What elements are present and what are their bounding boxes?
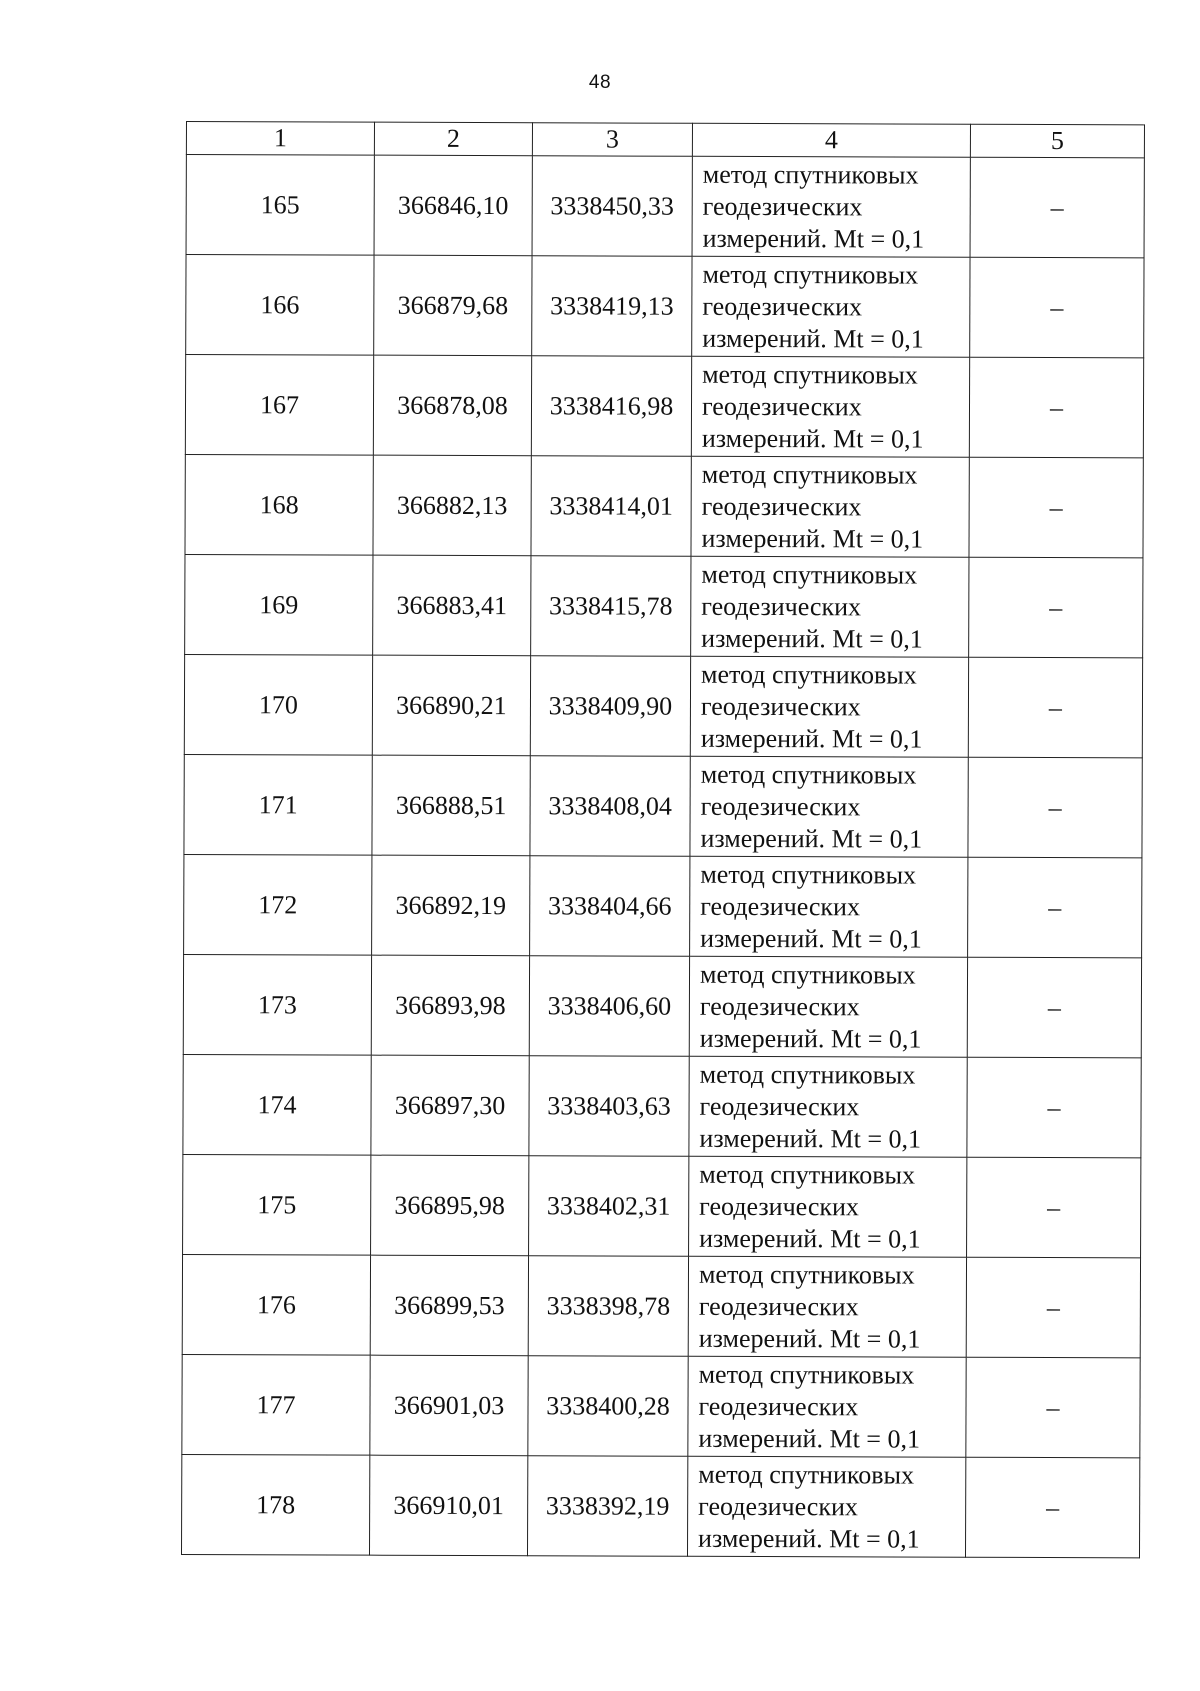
y-coordinate-cell: 3338400,28 bbox=[528, 1356, 688, 1457]
table-row bbox=[186, 155, 1144, 258]
method-text-line: метод спутниковых bbox=[701, 659, 917, 690]
x-coordinate-cell: 366897,30 bbox=[371, 1055, 529, 1156]
method-cell bbox=[690, 856, 968, 957]
method-text-line: геодезических bbox=[698, 1291, 859, 1321]
header-cell-2: 2 bbox=[374, 122, 532, 156]
note-cell: – bbox=[969, 457, 1143, 558]
method-cell bbox=[690, 756, 968, 857]
note-cell: – bbox=[969, 357, 1143, 458]
y-coordinate-cell: 3338408,04 bbox=[530, 756, 690, 857]
method-cell bbox=[691, 356, 969, 457]
note-cell: – bbox=[968, 757, 1142, 858]
header-cell-5: 5 bbox=[970, 124, 1144, 158]
method-text-line: метод спутниковых bbox=[701, 559, 918, 590]
method-text-line: измерений. Mt = 0,1 bbox=[700, 923, 922, 954]
method-text-line: метод спутниковых bbox=[698, 1459, 915, 1490]
method-text-line: метод спутниковых bbox=[702, 259, 919, 290]
point-number-cell: 175 bbox=[183, 1154, 371, 1255]
point-number-cell: 167 bbox=[185, 355, 373, 456]
method-text-line: измерений. Mt = 0,1 bbox=[699, 1123, 922, 1154]
method-cell bbox=[690, 656, 968, 757]
table-row bbox=[183, 1054, 1141, 1157]
x-coordinate-cell: 366899,53 bbox=[370, 1255, 528, 1356]
point-number-cell: 165 bbox=[186, 155, 374, 256]
method-cell bbox=[688, 1356, 966, 1457]
x-coordinate-cell: 366888,51 bbox=[372, 755, 530, 856]
method-text-line: измерений. Mt = 0,1 bbox=[698, 1323, 921, 1354]
method-cell bbox=[692, 156, 970, 257]
y-coordinate-cell: 3338416,98 bbox=[531, 356, 691, 457]
y-coordinate-cell: 3338450,33 bbox=[532, 156, 692, 257]
method-text-line: метод спутниковых bbox=[699, 1159, 916, 1190]
note-cell: – bbox=[968, 657, 1142, 758]
point-number-cell: 168 bbox=[185, 454, 373, 555]
x-coordinate-cell: 366893,98 bbox=[371, 955, 529, 1056]
method-text-line: метод спутниковых bbox=[701, 459, 918, 490]
point-number-cell: 178 bbox=[181, 1454, 369, 1555]
method-text-line: геодезических bbox=[700, 691, 861, 721]
method-cell bbox=[688, 1256, 966, 1357]
method-text-line: измерений. Mt = 0,1 bbox=[699, 1223, 921, 1254]
note-cell: – bbox=[967, 1157, 1141, 1258]
method-text-line: геодезических bbox=[701, 591, 862, 621]
method-text-line: метод спутниковых bbox=[702, 159, 919, 190]
method-cell bbox=[687, 1456, 965, 1557]
table-row bbox=[185, 355, 1143, 458]
y-coordinate-cell: 3338419,13 bbox=[532, 256, 692, 357]
method-text-line: измерений. Mt = 0,1 bbox=[702, 323, 924, 354]
table-row bbox=[186, 255, 1144, 358]
method-text-line: метод спутниковых bbox=[699, 959, 916, 990]
point-number-cell: 170 bbox=[184, 654, 372, 755]
y-coordinate-cell: 3338414,01 bbox=[531, 456, 691, 557]
method-text-line: метод спутниковых bbox=[698, 1359, 915, 1390]
header-cell-3: 3 bbox=[532, 123, 692, 157]
method-text-line: геодезических bbox=[701, 391, 862, 421]
note-cell: – bbox=[970, 157, 1144, 258]
table-row bbox=[184, 654, 1142, 757]
point-number-cell: 171 bbox=[184, 754, 372, 855]
y-coordinate-cell: 3338403,63 bbox=[529, 1056, 689, 1157]
note-cell: – bbox=[968, 857, 1142, 958]
point-number-cell: 176 bbox=[182, 1254, 370, 1355]
method-text-line: геодезических bbox=[702, 191, 863, 221]
method-text-line: геодезических bbox=[698, 1391, 859, 1421]
coordinates-table bbox=[181, 121, 1145, 1558]
point-number-cell: 169 bbox=[185, 554, 373, 655]
method-text-line: измерений. Mt = 0,1 bbox=[702, 223, 925, 254]
method-text-line: метод спутниковых bbox=[700, 859, 917, 890]
method-cell bbox=[689, 1156, 967, 1257]
y-coordinate-cell: 3338404,66 bbox=[530, 856, 690, 957]
note-cell: – bbox=[967, 1057, 1141, 1158]
table-row bbox=[181, 1454, 1139, 1557]
point-number-cell: 172 bbox=[184, 854, 372, 955]
header-cell-1: 1 bbox=[186, 122, 374, 156]
x-coordinate-cell: 366890,21 bbox=[372, 655, 530, 756]
method-text-line: измерений. Mt = 0,1 bbox=[698, 1523, 920, 1554]
note-cell: – bbox=[970, 257, 1144, 358]
x-coordinate-cell: 366878,08 bbox=[373, 355, 531, 456]
method-cell bbox=[689, 956, 967, 1057]
point-number-cell: 166 bbox=[186, 255, 374, 356]
method-text-line: геодезических bbox=[700, 791, 861, 821]
x-coordinate-cell: 366901,03 bbox=[370, 1355, 528, 1456]
note-cell: – bbox=[966, 1257, 1140, 1358]
method-cell bbox=[692, 256, 970, 357]
note-cell: – bbox=[969, 557, 1143, 658]
header-row bbox=[186, 122, 1144, 158]
point-number-cell: 174 bbox=[183, 1054, 371, 1155]
method-text-line: измерений. Mt = 0,1 bbox=[701, 623, 923, 654]
method-text-line: измерений. Mt = 0,1 bbox=[701, 423, 924, 454]
method-text-line: метод спутниковых bbox=[702, 359, 918, 390]
method-text-line: геодезических bbox=[699, 1191, 860, 1221]
x-coordinate-cell: 366882,13 bbox=[373, 455, 531, 556]
method-text-line: метод спутниковых bbox=[698, 1259, 915, 1290]
point-number-cell: 173 bbox=[183, 954, 371, 1055]
y-coordinate-cell: 3338402,31 bbox=[529, 1156, 689, 1257]
method-cell bbox=[691, 556, 969, 657]
point-number-cell: 177 bbox=[182, 1354, 370, 1455]
x-coordinate-cell: 366846,10 bbox=[374, 155, 532, 256]
table-row bbox=[185, 454, 1143, 557]
method-text-line: геодезических bbox=[698, 1491, 858, 1521]
y-coordinate-cell: 3338415,78 bbox=[531, 556, 691, 657]
table-row bbox=[185, 554, 1143, 657]
table-row bbox=[182, 1354, 1140, 1457]
note-cell: – bbox=[965, 1457, 1139, 1558]
header-cell-4: 4 bbox=[692, 123, 970, 157]
method-text-line: измерений. Mt = 0,1 bbox=[700, 823, 923, 854]
table-row bbox=[183, 954, 1141, 1057]
method-text-line: измерений. Mt = 0,1 bbox=[699, 1023, 922, 1054]
x-coordinate-cell: 366892,19 bbox=[372, 855, 530, 956]
table-row bbox=[184, 854, 1142, 957]
x-coordinate-cell: 366883,41 bbox=[373, 555, 531, 656]
y-coordinate-cell: 3338406,60 bbox=[529, 956, 689, 1057]
y-coordinate-cell: 3338398,78 bbox=[528, 1256, 688, 1357]
note-cell: – bbox=[966, 1357, 1140, 1458]
method-text-line: геодезических bbox=[702, 291, 863, 321]
x-coordinate-cell: 366879,68 bbox=[374, 255, 532, 356]
y-coordinate-cell: 3338409,90 bbox=[530, 656, 690, 757]
table-row bbox=[183, 1154, 1141, 1257]
page-number: 48 bbox=[588, 72, 612, 93]
method-text-line: геодезических bbox=[700, 891, 861, 921]
table-body bbox=[181, 122, 1144, 1558]
method-text-line: измерений. Mt = 0,1 bbox=[701, 523, 924, 554]
x-coordinate-cell: 366910,01 bbox=[369, 1455, 527, 1556]
method-text-line: геодезических bbox=[699, 991, 860, 1021]
method-text-line: метод спутниковых bbox=[699, 1059, 916, 1090]
x-coordinate-cell: 366895,98 bbox=[371, 1155, 529, 1256]
method-text-line: геодезических bbox=[699, 1091, 860, 1121]
method-cell bbox=[689, 1056, 967, 1157]
table-row bbox=[182, 1254, 1140, 1357]
method-text-line: геодезических bbox=[701, 491, 862, 521]
y-coordinate-cell: 3338392,19 bbox=[527, 1456, 687, 1557]
method-text-line: метод спутниковых bbox=[700, 759, 917, 790]
method-cell bbox=[691, 456, 969, 557]
method-text-line: измерений. Mt = 0,1 bbox=[700, 723, 923, 754]
note-cell: – bbox=[967, 957, 1141, 1058]
table-row bbox=[184, 754, 1142, 857]
method-text-line: измерений. Mt = 0,1 bbox=[698, 1423, 921, 1454]
